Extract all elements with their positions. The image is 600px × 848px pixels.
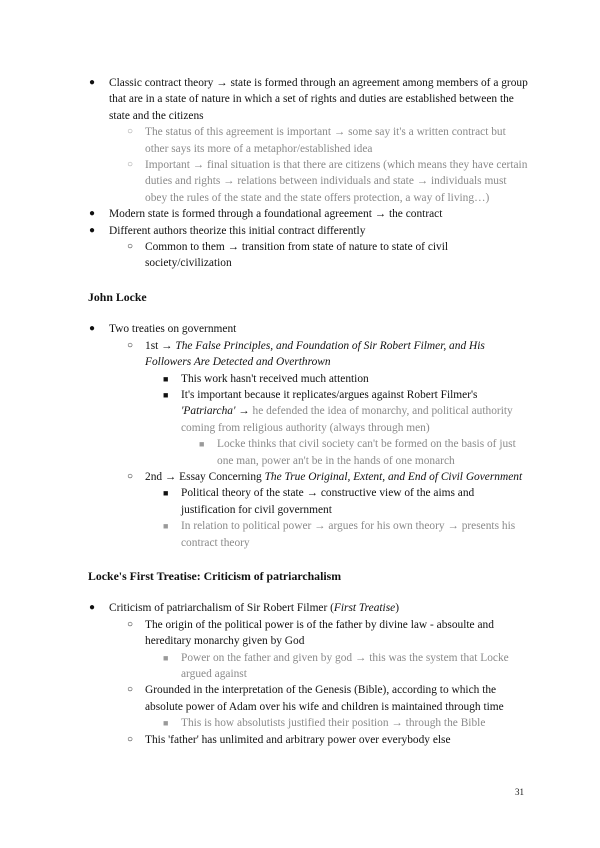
bullet-marker-icon: ■ xyxy=(163,488,169,499)
bullet-marker-icon: ● xyxy=(89,224,96,236)
bullet-marker-icon: ● xyxy=(89,77,96,88)
bullet-marker-icon: ○ xyxy=(127,159,134,171)
bullet-item-level-2 xyxy=(88,682,528,715)
text-run: → xyxy=(235,405,253,418)
bullet-item-level-2 xyxy=(88,239,528,272)
bullet-item-level-3 xyxy=(88,715,528,731)
bullet-marker-icon: ● xyxy=(89,208,96,220)
bullet-marker-icon: ● xyxy=(89,323,96,335)
bullet-marker-icon: ○ xyxy=(127,684,134,696)
section-heading: John Locke xyxy=(88,289,147,304)
bullet-item-level-3 xyxy=(88,371,528,387)
bullet-text: Grounded in the interpretation of the Genesis (Bible), according to which the absolute power of Adam over his wife and children is maintained through time xyxy=(145,684,504,713)
page-content xyxy=(88,75,528,748)
bullet-text: This work hasn't received much attention xyxy=(181,372,369,385)
bullet-text: The origin of the political power is of the father by divine law - absoulte and hereditary monarchy given by God xyxy=(145,618,494,648)
spacer xyxy=(88,584,528,600)
spacer xyxy=(88,551,528,568)
bullet-marker-icon: ■ xyxy=(163,718,169,729)
text-run: he defended the idea of monarchy, and political authority coming from religious authority (always through men) xyxy=(181,405,513,434)
bullet-item-level-2 xyxy=(88,157,528,206)
bullet-item-level-2 xyxy=(88,469,528,485)
bullet-item-level-2 xyxy=(88,124,528,157)
bullet-marker-icon: ■ xyxy=(163,373,169,384)
bullet-text: Important → final situation is that there are citizens (which means they have certain duties and rights → relations between individuals and state → individuals must obey the rules of the state and the state offers protection, a way of living…) xyxy=(145,159,528,204)
bullet-item-level-3 xyxy=(88,387,528,436)
bullet-marker-icon: ■ xyxy=(163,389,169,400)
bullet-text: Power on the father and given by god → this was the system that Locke argued against xyxy=(181,651,509,680)
bullet-marker-icon: ○ xyxy=(127,618,134,630)
bullet-marker-icon: ■ xyxy=(163,652,169,663)
bullet-text: Two treaties on government xyxy=(109,323,237,336)
bullet-text: Classic contract theory → state is formed through an agreement among members of a group that are in a state of nature in which a set of rights and duties are established between the state and the citizens xyxy=(109,77,528,122)
bullet-item-level-1 xyxy=(88,206,528,222)
bullet-marker-icon: ○ xyxy=(127,733,134,745)
bullet-text: Political theory of the state → constructive view of the aims and justification for civil government xyxy=(181,487,475,516)
bullet-text: This is how absolutists justified their position → through the Bible xyxy=(181,717,486,730)
text-run: ) xyxy=(395,602,400,615)
bullet-text: The status of this agreement is important → some say it's a written contract but other says its more of a metaphor/established idea xyxy=(145,126,506,155)
italic-title: First Treatise xyxy=(333,602,396,615)
bullet-item-level-2 xyxy=(88,732,528,748)
bullet-item-level-3 xyxy=(88,650,528,683)
bullet-item-level-3 xyxy=(88,485,528,518)
bullet-text: This 'father' has unlimited and arbitrary power over everybody else xyxy=(145,733,451,746)
spacer xyxy=(88,305,528,321)
spacer xyxy=(88,272,528,289)
bullet-marker-icon: ○ xyxy=(127,241,134,253)
bullet-item-level-1 xyxy=(88,600,528,616)
bullet-marker-icon: ○ xyxy=(127,339,134,351)
bullet-item-level-2 xyxy=(88,338,528,371)
bullet-item-level-2 xyxy=(88,617,528,650)
bullet-text: Modern state is formed through a foundational agreement → the contract xyxy=(109,208,443,221)
text-run: 1st → xyxy=(145,339,176,352)
italic-title: The True Original, Extent, and End of Civil Government xyxy=(264,470,523,483)
italic-title: 'Patriarcha' xyxy=(181,405,236,418)
bullet-item-level-4 xyxy=(88,436,528,469)
bullet-item-level-3 xyxy=(88,518,528,551)
bullet-item-level-1 xyxy=(88,75,528,124)
bullet-item-level-1 xyxy=(88,321,528,337)
bullet-marker-icon: ■ xyxy=(163,521,169,532)
bullet-marker-icon: ○ xyxy=(127,470,134,482)
bullet-marker-icon: ● xyxy=(89,602,96,614)
text-run: It's important because it replicates/argues against Robert Filmer's xyxy=(181,388,478,401)
bullet-text: Different authors theorize this initial contract differently xyxy=(109,224,366,237)
page-number: 31 xyxy=(515,787,524,797)
text-run: Criticism of patriarchalism of Sir Robert Filmer ( xyxy=(109,602,334,615)
bullet-marker-icon: ■ xyxy=(199,439,205,450)
bullet-text: In relation to political power → argues for his own theory → presents his contract theory xyxy=(181,520,516,549)
bullet-item-level-1 xyxy=(88,223,528,239)
bullet-marker-icon: ○ xyxy=(127,126,134,138)
text-run: 2nd → Essay Concerning xyxy=(145,470,265,483)
bullet-text: Locke thinks that civil society can't be formed on the basis of just one man, power an't be in the hands of one monarch xyxy=(217,438,516,467)
italic-title: The False Principles, and Foundation of Sir Robert Filmer, and His Followers Are Detected and Overthrown xyxy=(145,339,485,369)
bullet-text: Common to them → transition from state of nature to state of civil society/civilization xyxy=(145,241,449,270)
section-heading: Locke's First Treatise: Criticism of patriarchalism xyxy=(88,568,342,583)
